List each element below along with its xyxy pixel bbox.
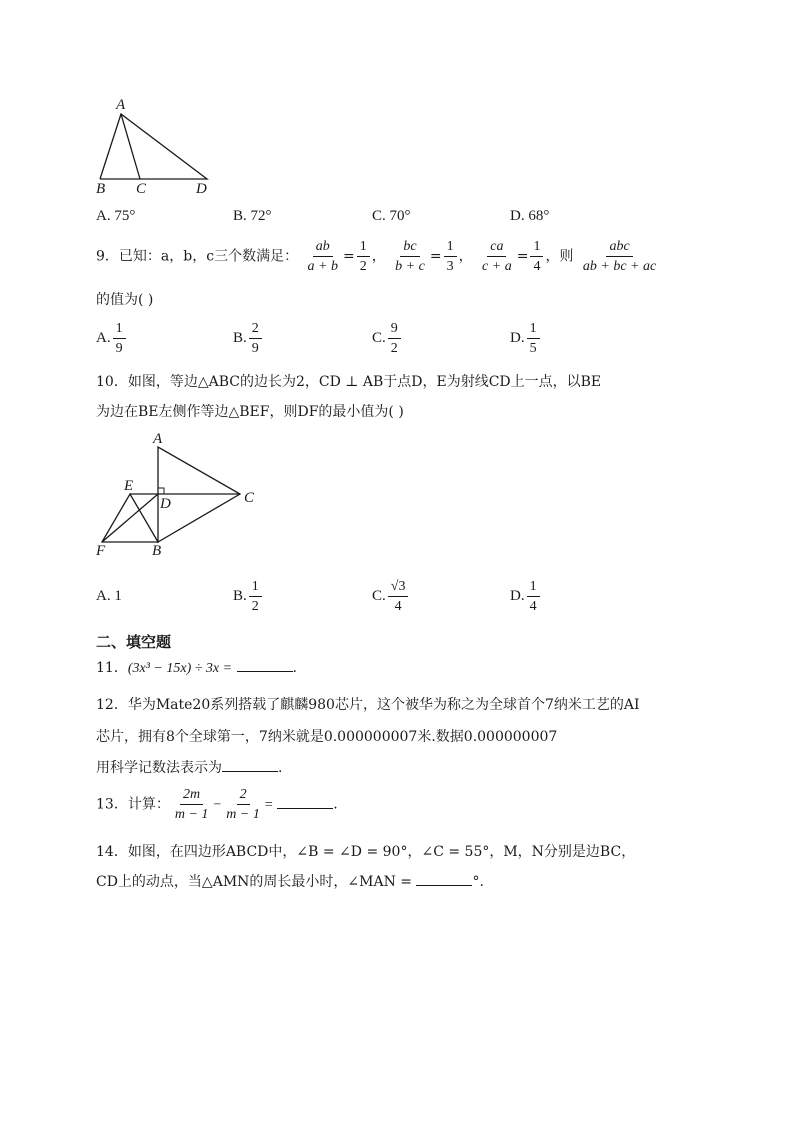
q11-number: 11． xyxy=(96,660,128,676)
q14-answer-blank[interactable] xyxy=(416,871,472,886)
label-b: B xyxy=(152,543,162,559)
q12-end: . xyxy=(278,760,283,776)
q13: 13．计算： $\frac{2m}{m - 1}$ − $\frac{2}{m - 1}$ = . xyxy=(96,787,338,822)
q8-option-c[interactable]: C. 70° xyxy=(372,208,411,224)
q11 xyxy=(96,657,297,677)
q9-fraction-ca: $\frac{ca}{c + a}$ xyxy=(482,239,512,274)
label-b: B xyxy=(96,181,106,197)
q9-option-b[interactable]: B. $\frac{2}{9}$ xyxy=(233,320,264,357)
q9-number: 9． xyxy=(96,248,119,265)
q10-line2: 为边在BE左侧作等边△BEF，则DF的最小值为( ) xyxy=(96,404,404,420)
q13-answer-blank[interactable] xyxy=(277,794,333,809)
q9-value-third: $\frac{1}{3}$ xyxy=(444,238,457,275)
q10-option-c[interactable]: C. $\frac{√3}{4}$ xyxy=(372,578,410,615)
q9-option-a[interactable]: A. $\frac{1}{9}$ xyxy=(96,320,128,357)
q14-line1: 14．如图，在四边形ABCD中，∠B = ∠D = 90°，∠C = 55°，M，N分别是边BC， xyxy=(96,844,636,860)
q9-text: 已知：a，b，c三个数满足： xyxy=(118,248,299,265)
segment-ac xyxy=(121,114,140,179)
q13-number: 13．计算： xyxy=(96,796,170,813)
q8-option-d[interactable]: D. 68° xyxy=(510,208,550,224)
q9-value-quarter: $\frac{1}{4}$ xyxy=(530,238,543,275)
q13-fraction-1: $\frac{2m}{m - 1}$ xyxy=(174,787,209,822)
q9-stem: 9．已知：a，b，c三个数满足： $\frac{ab}{a + b}$ = $\frac{1}{2}$ ， $\frac{bc}{b + c}$ = $\frac{1}{3}$ ， $\frac{ca}{c + a}$ = $\frac{1}{4}$ ，则 $\frac{\text{abc}}{ab + bc + ac}$ xyxy=(96,238,661,275)
q8-option-b[interactable]: B. 72° xyxy=(233,208,272,224)
q12-answer-blank[interactable] xyxy=(222,757,278,772)
right-angle-mark xyxy=(158,488,164,494)
label-d: D xyxy=(196,181,207,197)
q13-end: . xyxy=(333,796,338,813)
label-d: D xyxy=(160,496,171,512)
q9-target-fraction: $\frac{\text{abc}}{ab + bc + ac}$ xyxy=(582,239,657,274)
q11-answer-blank[interactable] xyxy=(237,657,293,672)
triangle-abd-outline xyxy=(100,114,207,179)
q12-line3 xyxy=(96,757,282,777)
label-c: C xyxy=(136,181,147,197)
q13-fraction-2: $\frac{2}{m - 1}$ xyxy=(226,787,260,822)
label-a: A xyxy=(153,431,163,447)
segment-df xyxy=(102,494,158,542)
q11-expression: (3x³ − 15x) ÷ 3x = xyxy=(127,661,233,676)
label-a: A xyxy=(116,97,126,113)
q9-option-c[interactable]: C. $\frac{9}{2}$ xyxy=(372,320,403,357)
q12-line2: 芯片，拥有8个全球第一，7纳米就是0.000000007米.数据0.000000007 xyxy=(96,729,558,745)
q9-fraction-ab: $\frac{ab}{a + b}$ xyxy=(307,239,338,274)
label-f: F xyxy=(96,543,106,559)
triangle-figure-q10 xyxy=(90,428,270,563)
q10-option-a[interactable]: A. 1 xyxy=(96,588,122,604)
q9-option-d[interactable]: D. $\frac{1}{5}$ xyxy=(510,320,542,357)
q10-option-d[interactable]: D. $\frac{1}{4}$ xyxy=(510,578,542,615)
q8-option-a[interactable]: A. 75° xyxy=(96,208,136,224)
label-e: E xyxy=(124,478,134,494)
q14-end: °. xyxy=(472,874,484,890)
label-c: C xyxy=(244,490,255,506)
q11-end: . xyxy=(292,660,297,676)
q10-line1: 10．如图，等边△ABC的边长为2，CD ⊥ AB于点D，E为射线CD上一点，以BE xyxy=(96,374,602,390)
triangle-figure-q8 xyxy=(90,92,220,197)
section-heading-fill-in: 二、填空题 xyxy=(96,633,172,651)
q9-tail: 的值为( ) xyxy=(96,292,154,308)
q14-line2 xyxy=(96,871,484,891)
q12-line3-text: 用科学记数法表示为 xyxy=(96,760,222,776)
q9-then: ，则 xyxy=(545,248,574,265)
q9-value-half: $\frac{1}{2}$ xyxy=(357,238,370,275)
q10-option-b[interactable]: B. $\frac{1}{2}$ xyxy=(233,578,264,615)
q9-fraction-bc: $\frac{bc}{b + c}$ xyxy=(395,239,425,274)
q12-line1: 12．华为Mate20系列搭载了麒麟980芯片，这个被华为称之为全球首个7纳米工艺的AI xyxy=(96,697,640,713)
q14-line2-text: CD上的动点，当△AMN的周长最小时，∠MAN = xyxy=(96,874,413,890)
